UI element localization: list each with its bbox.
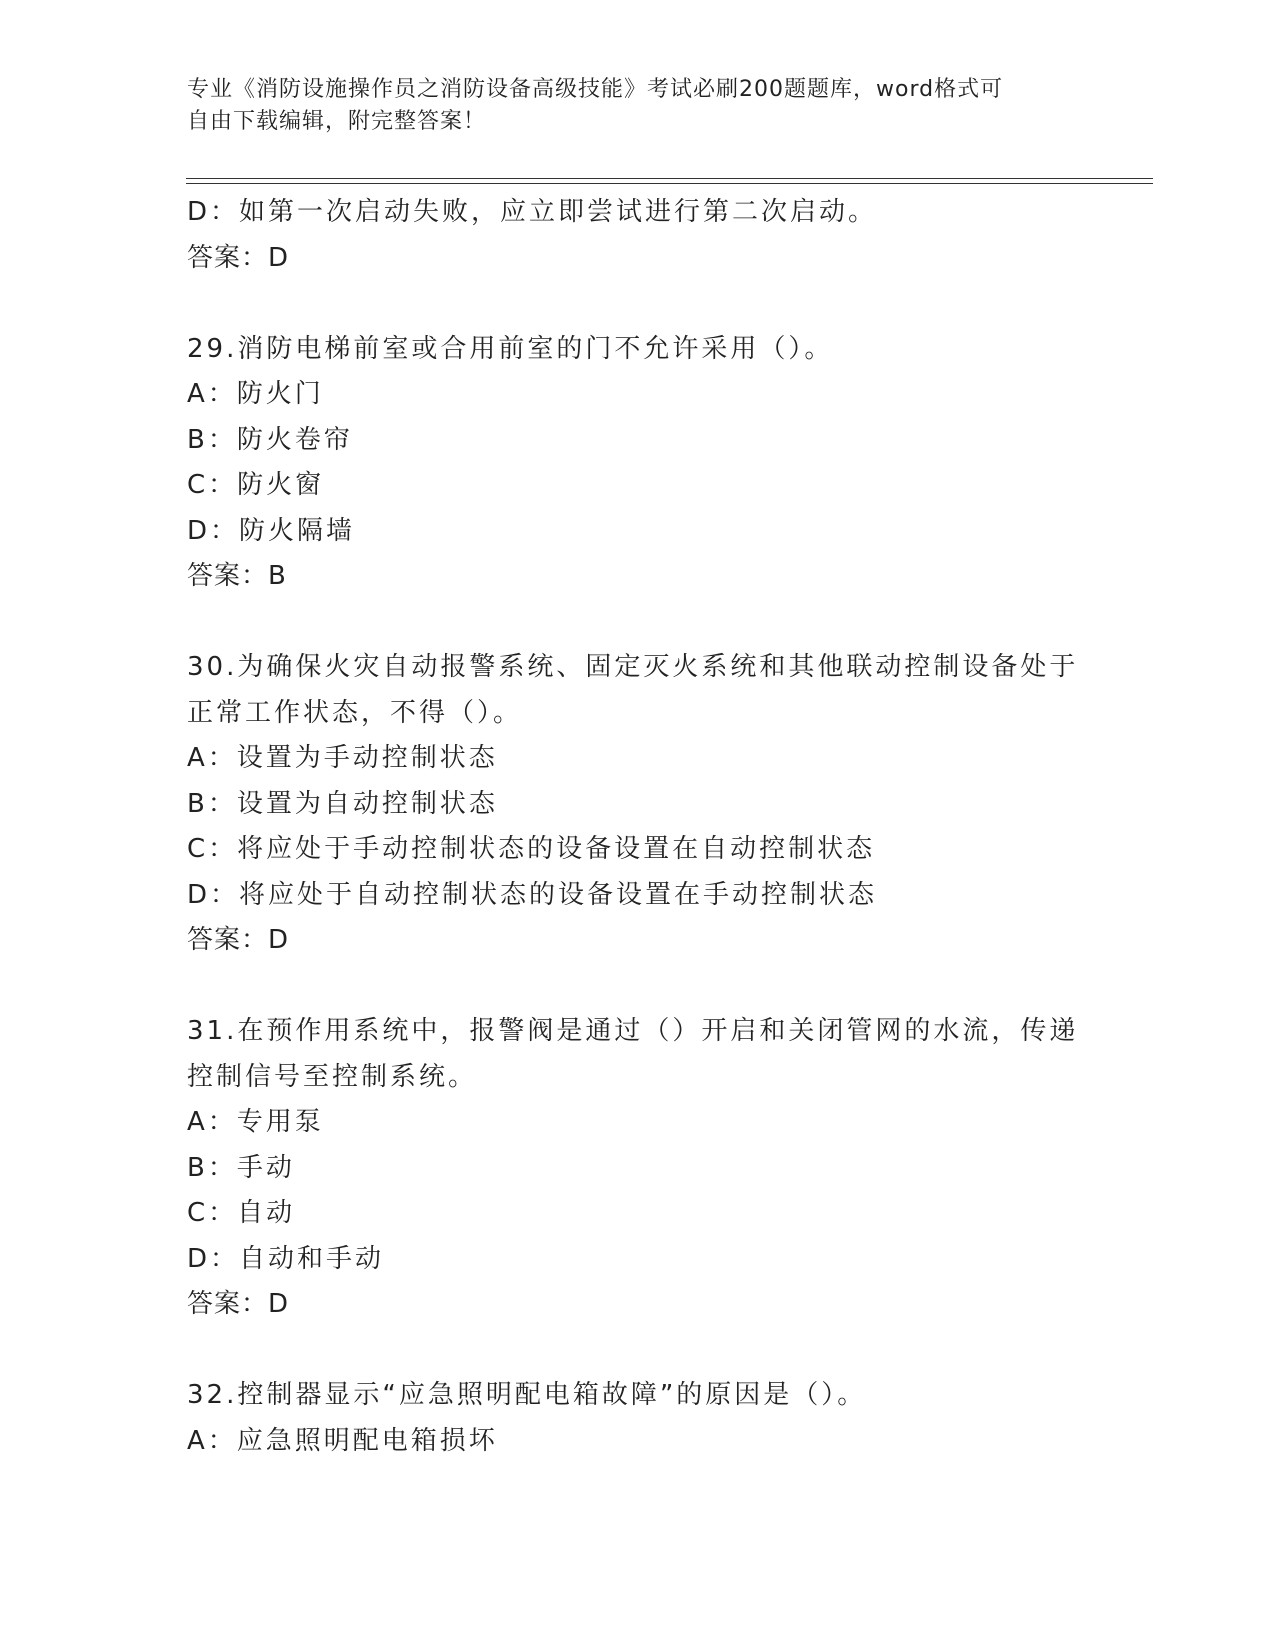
header-divider-bottom [186, 183, 1153, 184]
question-stem-continued: 控制信号至控制系统。 [187, 1061, 478, 1092]
question-30 [187, 645, 1087, 964]
previous-question-fragment [187, 190, 1087, 281]
option-c: C：自动 [187, 1198, 296, 1228]
question-stem: 30.为确保火灾自动报警系统、固定灭火系统和其他联动控制设备处于 [187, 652, 1079, 682]
option-a: A：应急照明配电箱损坏 [187, 1425, 498, 1456]
option-a: A：设置为手动控制状态 [187, 743, 498, 773]
option-b: B：防火卷帘 [187, 424, 353, 455]
option-b: B：手动 [187, 1152, 295, 1183]
question-31 [187, 1009, 1087, 1328]
answer-line: 答案：D [187, 925, 290, 955]
spacer [187, 964, 1087, 1010]
option-a: A：防火门 [187, 379, 324, 409]
question-stem: 29.消防电梯前室或合用前室的门不允许采用（）。 [187, 333, 834, 364]
option-d: D：自动和手动 [187, 1243, 385, 1274]
header-divider-top [186, 178, 1153, 179]
option-d: D：将应处于自动控制状态的设备设置在手动控制状态 [187, 879, 878, 910]
document-header [187, 74, 1067, 138]
header-line-1: 专业《消防设施操作员之消防设备高级技能》考试必刷200题题库，word格式可 [187, 77, 1004, 102]
answer-line: 答案：D [187, 1289, 290, 1319]
question-stem: 31.在预作用系统中，报警阀是通过（）开启和关闭管网的水流，传递 [187, 1016, 1079, 1046]
answer-line: 答案：B [187, 561, 287, 591]
option-c: C：防火窗 [187, 470, 325, 500]
option-c: C：将应处于手动控制状态的设备设置在自动控制状态 [187, 834, 876, 864]
question-stem: 32.控制器显示“应急照明配电箱故障”的原因是（）。 [187, 1380, 867, 1410]
question-stem-continued: 正常工作状态，不得（）。 [187, 697, 523, 728]
option-d: D：防火隔墙 [187, 515, 356, 546]
header-line-2: 自由下载编辑，附完整答案！ [187, 109, 487, 134]
spacer [187, 600, 1087, 646]
question-32 [187, 1373, 1087, 1464]
question-content [187, 190, 1087, 1464]
answer-line: 答案：D [187, 242, 290, 273]
spacer [187, 1328, 1087, 1374]
spacer [187, 281, 1087, 327]
option-b: B：设置为自动控制状态 [187, 788, 498, 819]
option-a: A：专用泵 [187, 1107, 324, 1137]
question-29 [187, 327, 1087, 600]
option-d: D：如第一次启动失败，应立即尝试进行第二次启动。 [187, 197, 878, 227]
